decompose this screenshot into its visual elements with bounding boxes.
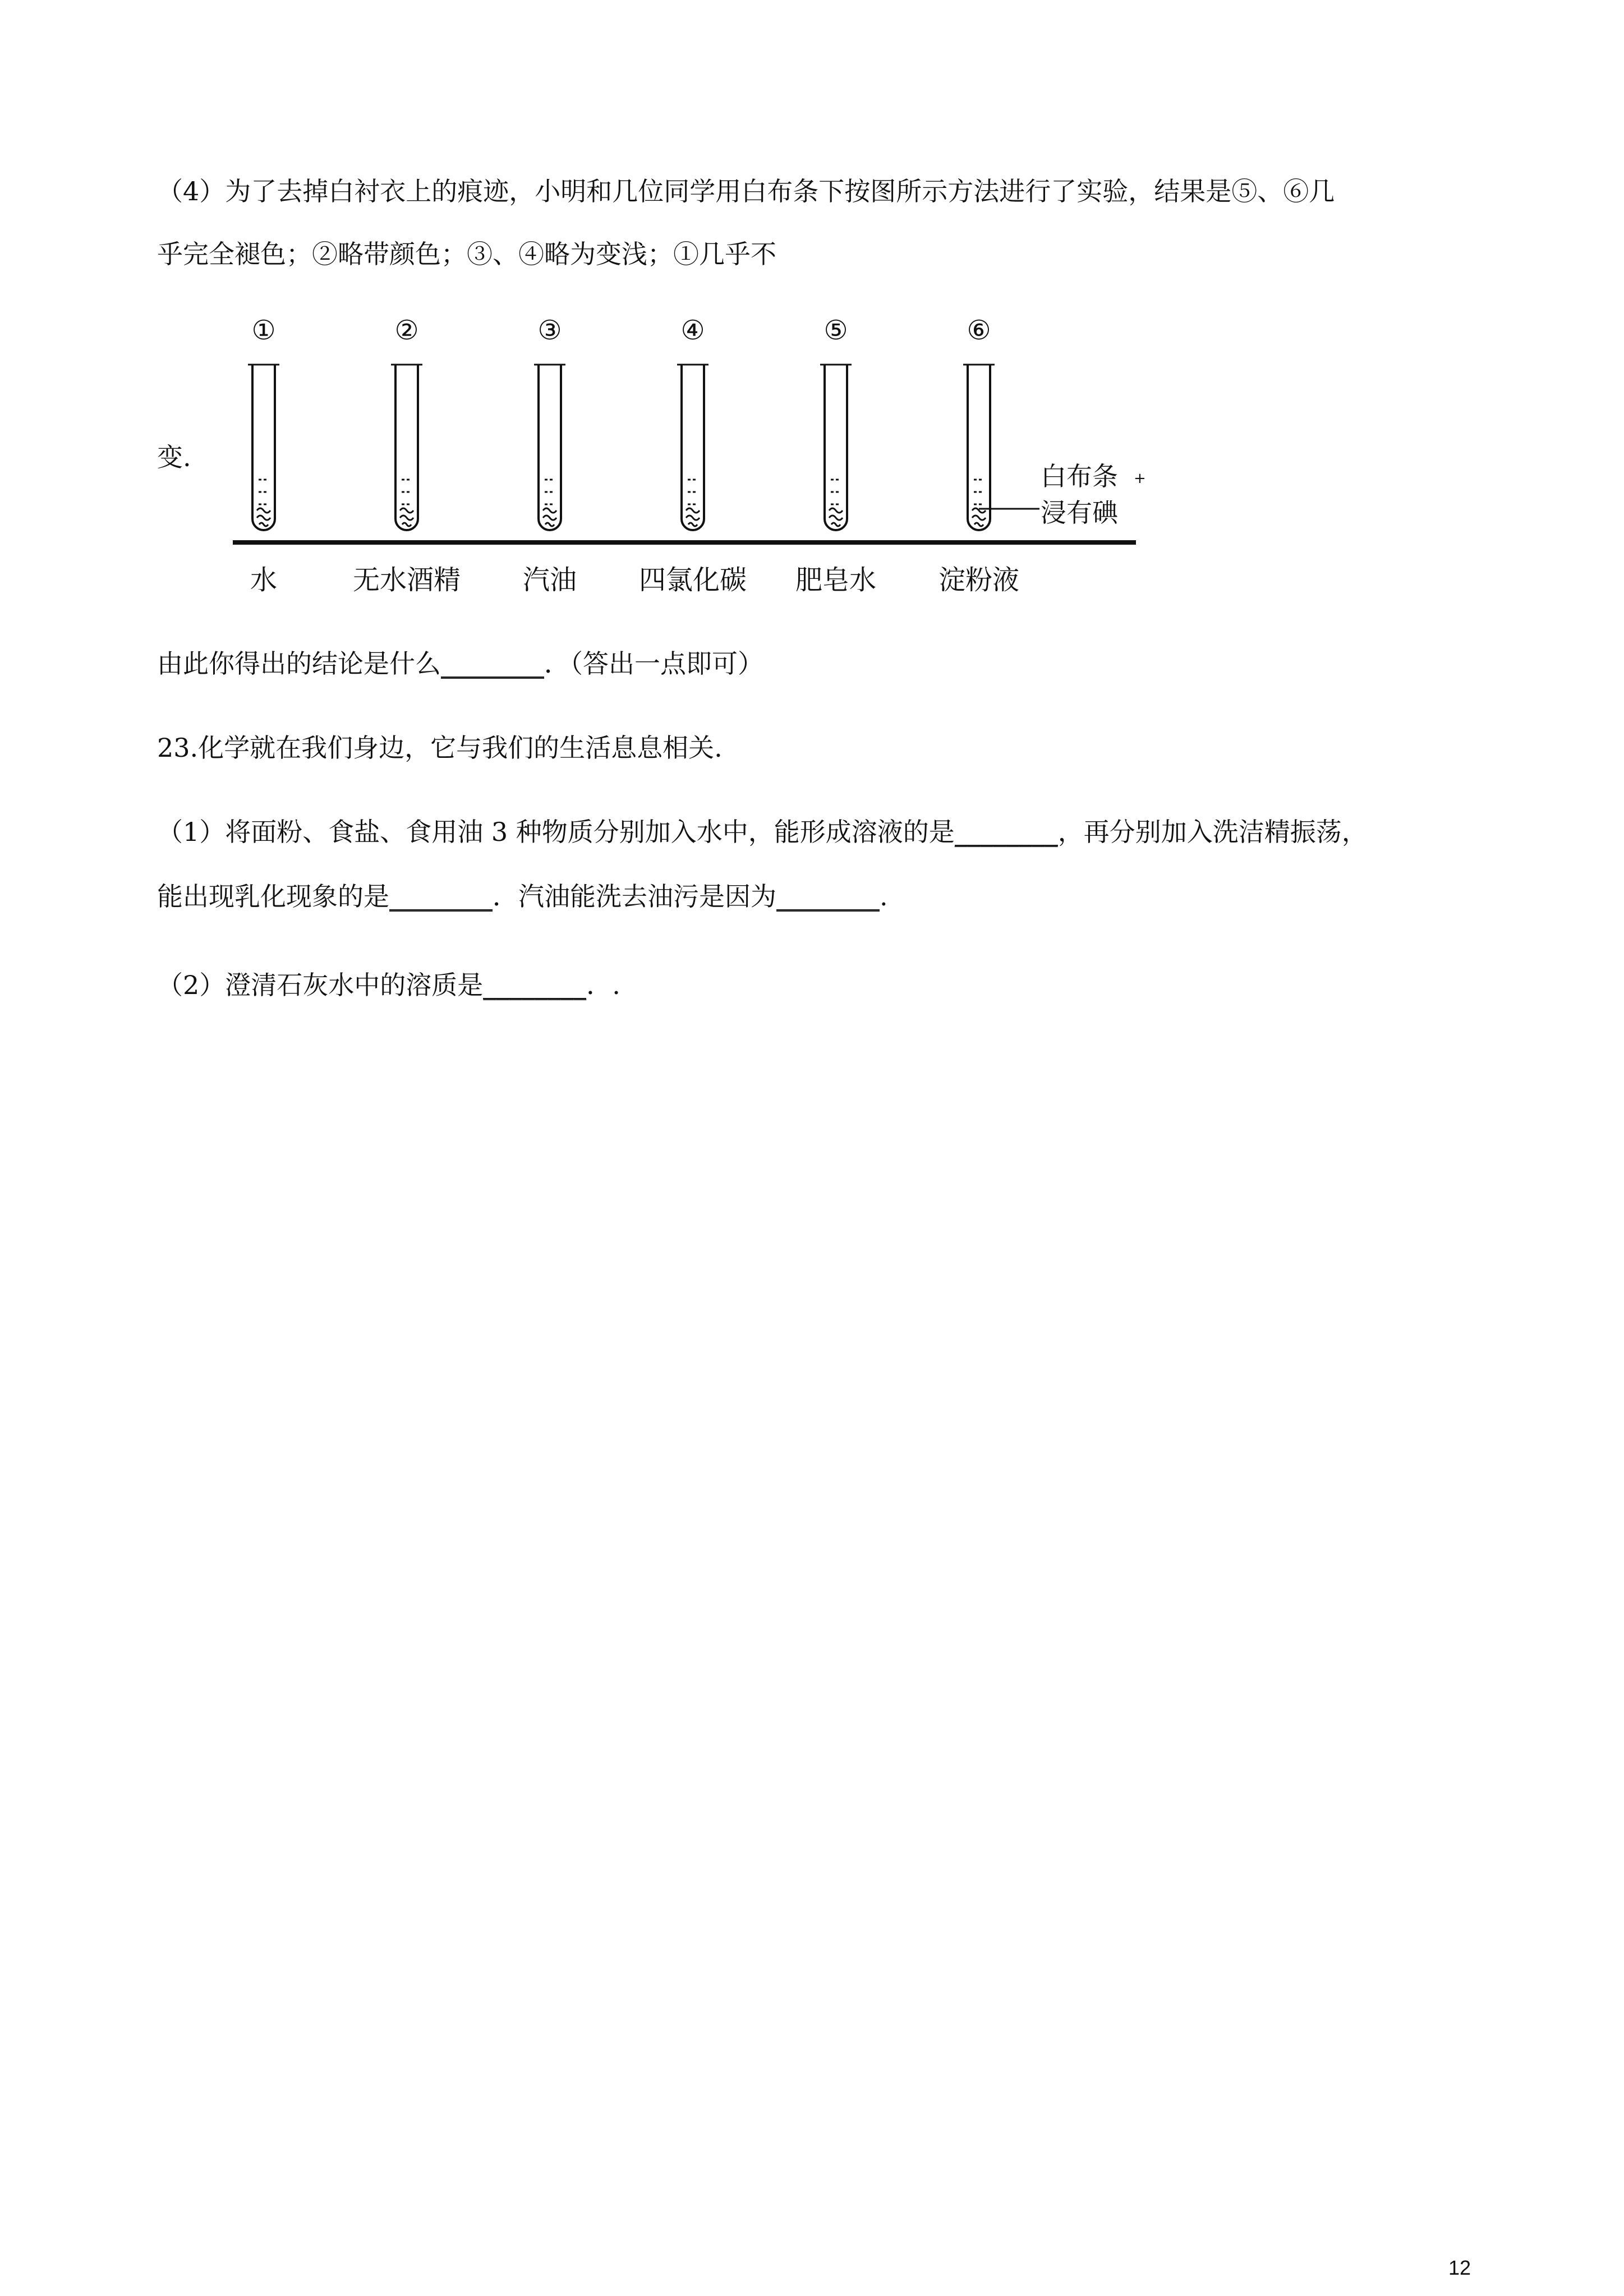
tube-label-5: 肥皂水 <box>795 564 877 596</box>
test-tube-2 <box>395 365 418 530</box>
cloth-strip-3 <box>543 508 556 526</box>
tube-number-1: ① <box>251 315 276 346</box>
tube-number-3: ③ <box>537 315 562 346</box>
liquid-level-1 <box>259 480 269 504</box>
liquid-level-6 <box>974 480 984 504</box>
annotation-arrow-icon: + <box>1134 470 1146 487</box>
cloth-strip-4 <box>686 508 700 526</box>
answer-blank-gasoline-reason[interactable]: ________ <box>776 881 880 912</box>
tube-number-5: ⑤ <box>823 315 848 346</box>
test-tube-6 <box>968 365 990 530</box>
test-tube-3 <box>539 365 561 530</box>
liquid-level-5 <box>831 480 841 504</box>
q23-part1-text-d: ．汽油能洗去油污是因为 <box>493 881 776 912</box>
cloth-strip-5 <box>829 508 843 526</box>
answer-blank-emulsion[interactable]: ________ <box>389 881 493 912</box>
liquid-level-3 <box>545 480 555 504</box>
cloth-strip-1 <box>257 508 270 526</box>
q22-part4-line1: （4）为了去掉白衬衣上的痕迹，小明和几位同学用白布条下按图所示方法进行了实验，结果是⑤、⑥几 <box>157 176 1335 206</box>
tube-label-1: 水 <box>250 564 278 596</box>
q23-part1-text-e: . <box>880 881 888 912</box>
page-number: 12 <box>1448 2256 1471 2279</box>
test-tube-diagram <box>233 311 1153 603</box>
liquid-level-2 <box>402 480 412 504</box>
conclusion-suffix: ．（答出一点即可） <box>544 648 763 679</box>
tube-label-4: 四氯化碳 <box>638 564 747 596</box>
q23-part2 <box>157 972 620 999</box>
answer-blank-conclusion[interactable]: ________ <box>441 648 544 679</box>
q23-part2-text-b: ．. <box>586 970 620 1000</box>
answer-blank-solution[interactable]: ________ <box>954 817 1058 847</box>
answer-blank-solute[interactable]: ________ <box>483 970 587 1000</box>
cloth-strip-6 <box>972 508 986 526</box>
tube-number-4: ④ <box>680 315 705 346</box>
q22-conclusion <box>157 648 763 679</box>
annotation-white-strip: 白布条 <box>1041 461 1118 491</box>
liquid-level-4 <box>688 480 698 504</box>
tube-number-6: ⑥ <box>967 315 991 346</box>
q23-part2-text-a: （2）澄清石灰水中的溶质是 <box>157 970 484 1000</box>
tube-label-3: 汽油 <box>522 564 577 596</box>
test-tube-4 <box>682 365 704 530</box>
q22-part4-line3: 变. <box>157 442 191 472</box>
q23-part1-text-c: 能出现乳化现象的是 <box>157 881 389 912</box>
test-tube-1 <box>252 365 275 530</box>
q23-title: 23.化学就在我们身边，它与我们的生活息息相关. <box>157 733 723 763</box>
tube-number-2: ② <box>394 315 419 346</box>
cloth-strip-2 <box>400 508 413 526</box>
q23-part1-line1 <box>157 819 1368 846</box>
conclusion-prompt: 由此你得出的结论是什么 <box>157 648 441 679</box>
tube-label-2: 无水酒精 <box>352 564 461 596</box>
tube-label-6: 淀粉液 <box>938 564 1020 596</box>
q23-part1-text-b: ，再分别加入洗洁精振荡， <box>1057 817 1368 847</box>
q23-part1-line2 <box>157 881 888 912</box>
q23-part1-text-a: （1）将面粉、食盐、食用油 3 种物质分别加入水中，能形成溶液的是 <box>157 817 955 847</box>
annotation-iodine: 浸有碘 <box>1041 498 1118 528</box>
q22-part4-line2: 乎完全褪色；②略带颜色；③、④略为变浅；①几乎不 <box>157 239 776 269</box>
test-tube-5 <box>825 365 847 530</box>
